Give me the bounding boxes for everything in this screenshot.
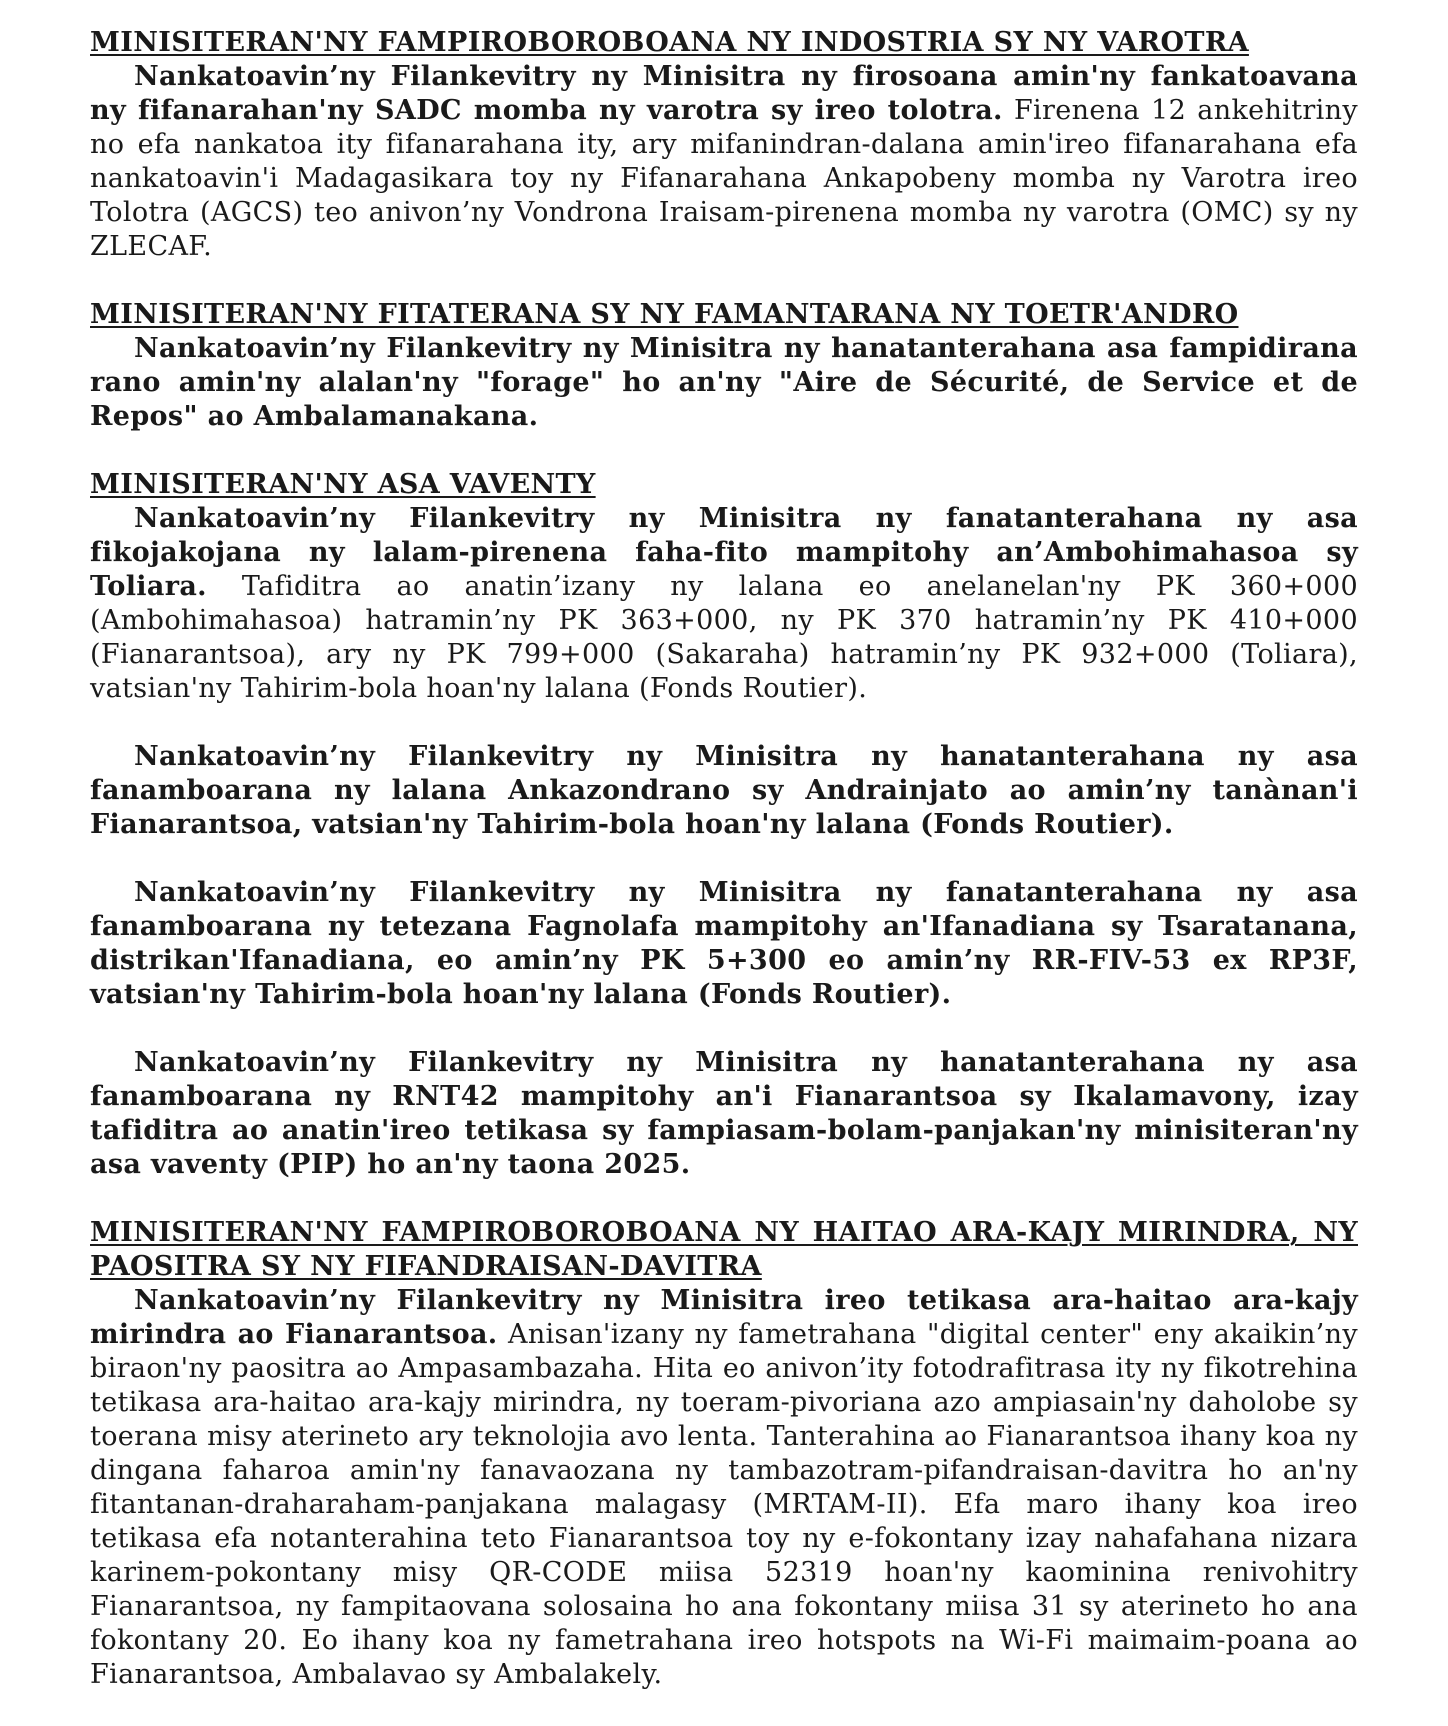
section-heading: MINISITERAN'NY FITATERANA SY NY FAMANTARANA NY TOETR'ANDRO [90,299,1239,330]
paragraph-lead: Nankatoavin’ny Filankevitry ny Minisitra ny hanatanterahana ny asa fanamboarana ny lalana Ankazondrano sy Andrainjato ao amin’ny tanànan'i Fianarantsoa, vatsian'ny Tahirim-bola hoan'ny lalana (Fonds Routier). [90,741,1358,840]
paragraph [90,1284,1358,1692]
paragraph-body: Tafiditra ao anatin’izany ny lalana eo anelanelan'ny PK 360+000 (Ambohimahasoa) hatramin’ny PK 363+000, ny PK 370 hatramin’ny PK 410+000 (Fianarantsoa), ary ny PK 799+000 (Sakaraha) hatramin’ny PK 932+000 (Toliara), vatsian'ny Tahirim-bola hoan'ny lalana (Fonds Routier). [90,571,1358,704]
section-public-works [90,468,1358,1182]
paragraph-body: Firenena 12 ankehitriny no efa nankatoa ity fifanarahana ity, ary mifanindran-dalana amin'ireo fifanarahana efa nankatoavin'i Madagasikara toy ny Fifanarahana Ankapobeny momba ny Varotra ireo Tolotra (AGCS) teo anivon’ny Vondrona Iraisam-pirenena momba ny varotra (OMC) sy ny ZLECAF. [90,95,1358,262]
paragraph [90,60,1358,264]
paragraph [90,876,1358,1012]
paragraph [90,332,1358,434]
section-digital-posts-telecom [90,1216,1358,1692]
paragraph-lead: Nankatoavin’ny Filankevitry ny Minisitra ny fanatanterahana ny asa fikojakojana ny lalam-pirenena faha-fito mampitohy an’Ambohimahasoa sy Toliara. [90,503,1358,602]
document-page [90,26,1358,1726]
section-industry-trade [90,26,1358,264]
paragraph-lead: Nankatoavin’ny Filankevitry ny Minisitra ny fanatanterahana ny asa fanamboarana ny tetezana Fagnolafa mampitohy an'Ifanadiana sy Tsaratanana, distrikan'Ifanadiana, eo amin’ny PK 5+300 eo amin’ny RR-FIV-53 ex RP3F, vatsian'ny Tahirim-bola hoan'ny lalana (Fonds Routier). [90,877,1358,1010]
paragraph [90,1046,1358,1182]
paragraph-body: Anisan'izany ny fametrahana "digital center" eny akaikin’ny biraon'ny paositra ao Ampasambazaha. Hita eo anivon’ity fotodrafitrasa ity ny fikotrehina tetikasa ara-haitao ara-kajy mirindra, ny toeram-pivoriana azo ampiasain'ny daholobe sy toerana misy aterineto ary teknolojia avo lenta. Tanterahina ao Fianarantsoa ihany koa ny dingana faharoa amin'ny fanavaozana ny tambazotram-pifandraisan-davitra ho an'ny fitantanan-draharaham-panjakana malagasy (MRTAM-II). Efa maro ihany koa ireo tetikasa efa notanterahina teto Fianarantsoa toy ny e-fokontany izay nahafahana nizara karinem-pokontany misy QR-CODE miisa 52319 hoan'ny kaominina renivohitry Fianarantsoa, ny fampitaovana solosaina ho ana fokontany miisa 31 sy aterineto ho ana fokontany 20. Eo ihany koa ny fametrahana ireo hotspots na Wi-Fi maimaim-poana ao Fianarantsoa, Ambalavao sy Ambalakely. [90,1319,1358,1690]
paragraph-lead: Nankatoavin’ny Filankevitry ny Minisitra ireo tetikasa ara-haitao ara-kajy mirindra ao Fianarantsoa. [90,1285,1358,1350]
section-heading: MINISITERAN'NY FAMPIROBOROBOANA NY HAITAO ARA-KAJY MIRINDRA, NY PAOSITRA SY NY FIFANDRAISAN-DAVITRA [90,1217,1358,1282]
paragraph-lead: Nankatoavin’ny Filankevitry ny Minisitra ny firosoana amin'ny fankatoavana ny fifanarahan'ny SADC momba ny varotra sy ireo tolotra. [90,61,1358,126]
paragraph-lead: Nankatoavin’ny Filankevitry ny Minisitra ny hanatanterahana asa fampidirana rano amin'ny alalan'ny "forage" ho an'ny "Aire de Sécurité, de Service et de Repos" ao Ambalamanakana. [90,333,1358,432]
section-heading: MINISITERAN'NY ASA VAVENTY [90,469,596,500]
section-heading: MINISITERAN'NY FAMPIROBOROBOANA NY INDOSTRIA SY NY VAROTRA [90,27,1249,58]
paragraph-lead: Nankatoavin’ny Filankevitry ny Minisitra ny hanatanterahana ny asa fanamboarana ny RNT42 mampitohy an'i Fianarantsoa sy Ikalamavony, izay tafiditra ao anatin'ireo tetikasa sy fampiasam-bolam-panjakan'ny minisiteran'ny asa vaventy (PIP) ho an'ny taona 2025. [90,1047,1358,1180]
paragraph [90,502,1358,706]
section-transport-meteo [90,298,1358,434]
paragraph [90,740,1358,842]
